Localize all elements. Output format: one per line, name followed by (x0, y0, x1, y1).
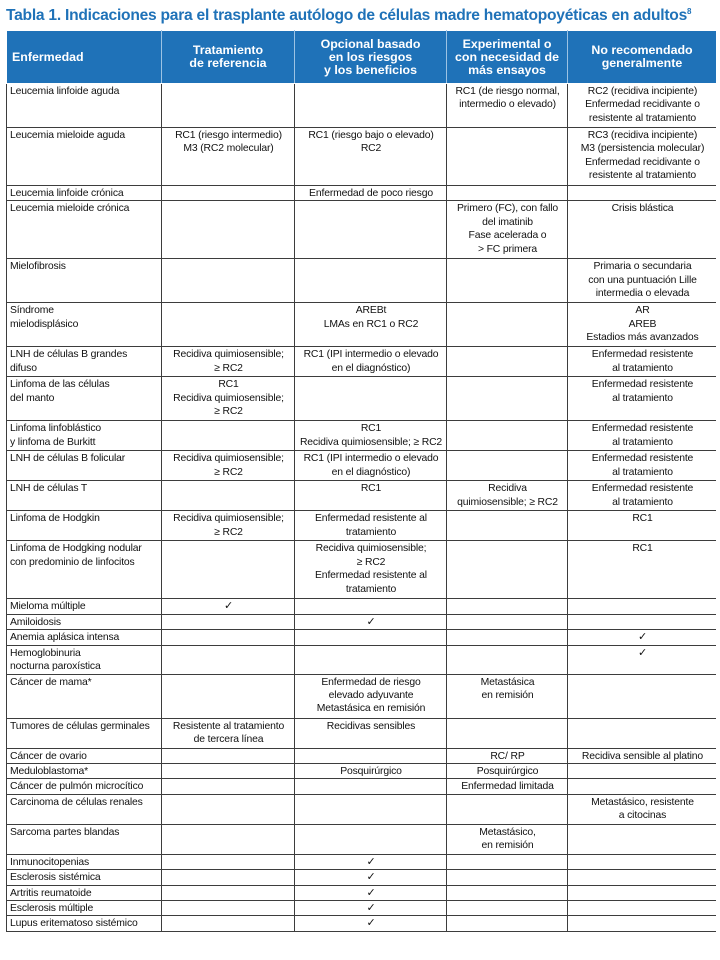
indication-cell (162, 645, 295, 674)
indication-cell (162, 614, 295, 629)
disease-cell: Leucemia linfoide crónica (7, 186, 162, 201)
checkmark-icon: ✓ (295, 901, 447, 916)
indication-cell (295, 599, 447, 614)
disease-cell: Sarcoma partes blandas (7, 824, 162, 854)
indication-cell (447, 377, 568, 421)
indication-cell: Recidiva quimiosensible; ≥ RC2 Enfermedad resistente al tratamiento (295, 541, 447, 599)
disease-cell: Inmunocitopenias (7, 854, 162, 869)
indication-cell (447, 854, 568, 869)
disease-cell: Cáncer de ovario (7, 748, 162, 763)
disease-cell: Leucemia mieloide crónica (7, 201, 162, 259)
indication-cell (447, 870, 568, 885)
table-row (7, 84, 717, 128)
disease-cell: Mieloma múltiple (7, 599, 162, 614)
table-row (7, 303, 717, 347)
indication-cell (447, 718, 568, 748)
indication-cell: Recidiva quimiosensible; ≥ RC2 (162, 511, 295, 541)
indication-cell (447, 916, 568, 931)
header-row (7, 31, 717, 84)
indication-cell (447, 901, 568, 916)
indication-cell (162, 916, 295, 931)
table-row (7, 748, 717, 763)
indication-cell: Crisis blástica (568, 201, 717, 259)
table-row (7, 511, 717, 541)
header-no-recomendado: No recomendado generalmente (568, 31, 717, 84)
checkmark-icon: ✓ (295, 885, 447, 900)
indication-cell (295, 748, 447, 763)
indication-cell: RC1 (295, 481, 447, 511)
indication-cell: RC1 Recidiva quimiosensible; ≥ RC2 (295, 421, 447, 451)
indication-cell (568, 779, 717, 794)
indication-cell (162, 870, 295, 885)
table-body (7, 84, 717, 932)
table-row (7, 599, 717, 614)
indication-cell: AREBt LMAs en RC1 o RC2 (295, 303, 447, 347)
indication-cell: RC1 (de riesgo normal, intermedio o elevado) (447, 84, 568, 128)
indication-cell (568, 885, 717, 900)
table-row (7, 186, 717, 201)
indication-cell: Recidiva sensible al platino (568, 748, 717, 763)
checkmark-icon: ✓ (295, 916, 447, 931)
checkmark-icon: ✓ (295, 854, 447, 869)
indication-cell: Recidiva quimiosensible; ≥ RC2 (162, 347, 295, 377)
table-row (7, 541, 717, 599)
indication-cell (295, 377, 447, 421)
disease-cell: Amiloidosis (7, 614, 162, 629)
indication-cell (162, 541, 295, 599)
indication-cell: RC/ RP (447, 748, 568, 763)
indication-cell (568, 718, 717, 748)
indication-cell: Primero (FC), con fallo del imatinib Fase acelerada o > FC primera (447, 201, 568, 259)
indication-cell (162, 201, 295, 259)
header-experimental: Experimental o con necesidad de más ensayos (447, 31, 568, 84)
table-row (7, 870, 717, 885)
table-row (7, 201, 717, 259)
indication-cell (162, 186, 295, 201)
indication-cell (447, 421, 568, 451)
indication-cell (447, 303, 568, 347)
disease-cell: Síndrome mielodisplásico (7, 303, 162, 347)
indication-cell: Primaria o secundaria con una puntuación Lille intermedia o elevada (568, 259, 717, 303)
indication-cell (447, 885, 568, 900)
disease-cell: Linfoma de Hodgkin (7, 511, 162, 541)
indication-cell: Enfermedad resistente al tratamiento (568, 421, 717, 451)
header-enfermedad: Enfermedad (7, 31, 162, 84)
indication-cell (568, 764, 717, 779)
indication-cell (447, 186, 568, 201)
indication-cell: AR AREB Estadios más avanzados (568, 303, 717, 347)
disease-cell: LNH de células B grandes difuso (7, 347, 162, 377)
table-row (7, 764, 717, 779)
indication-cell (295, 824, 447, 854)
indication-cell (447, 451, 568, 481)
reference-superscript: 8 (687, 6, 692, 16)
indication-cell: RC2 (recidiva incipiente) Enfermedad recidivante o resistente al tratamiento (568, 84, 717, 128)
indications-table (6, 30, 716, 932)
indication-cell: Recidiva quimiosensible; ≥ RC2 (162, 451, 295, 481)
indication-cell (568, 916, 717, 931)
table-row (7, 645, 717, 674)
indication-cell: RC1 (riesgo intermedio) M3 (RC2 molecular) (162, 128, 295, 186)
indication-cell: Enfermedad resistente al tratamiento (568, 451, 717, 481)
disease-cell: Esclerosis múltiple (7, 901, 162, 916)
checkmark-icon: ✓ (295, 870, 447, 885)
indication-cell: Resistente al tratamiento de tercera línea (162, 718, 295, 748)
indication-cell (295, 645, 447, 674)
indication-cell: Enfermedad resistente al tratamiento (295, 511, 447, 541)
table-row (7, 718, 717, 748)
checkmark-icon: ✓ (162, 599, 295, 614)
indication-cell: Recidivas sensibles (295, 718, 447, 748)
disease-cell: Linfoma linfoblástico y linfoma de Burkitt (7, 421, 162, 451)
disease-cell: Hemoglobinuria nocturna paroxística (7, 645, 162, 674)
table-row (7, 630, 717, 645)
indication-cell (162, 303, 295, 347)
indication-cell: Enfermedad resistente al tratamiento (568, 347, 717, 377)
indication-cell: RC1 (568, 541, 717, 599)
disease-cell: Esclerosis sistémica (7, 870, 162, 885)
table-row (7, 674, 717, 718)
disease-cell: Linfoma de las células del manto (7, 377, 162, 421)
indication-cell: Posquirúrgico (295, 764, 447, 779)
indication-cell (162, 630, 295, 645)
indication-cell (568, 674, 717, 718)
indication-cell (568, 599, 717, 614)
indication-cell (162, 259, 295, 303)
indication-cell: Metastásico, en remisión (447, 824, 568, 854)
table-row (7, 451, 717, 481)
disease-cell: Tumores de células germinales (7, 718, 162, 748)
indication-cell: RC1 (568, 511, 717, 541)
indication-cell (447, 259, 568, 303)
indication-cell (162, 481, 295, 511)
indication-cell (568, 824, 717, 854)
table-row (7, 614, 717, 629)
table-row (7, 916, 717, 931)
table-title (6, 7, 718, 25)
disease-cell: Cáncer de mama* (7, 674, 162, 718)
table-row (7, 901, 717, 916)
indication-cell (568, 186, 717, 201)
indication-cell (295, 779, 447, 794)
disease-cell: Cáncer de pulmón microcítico (7, 779, 162, 794)
indication-cell: RC1 (IPI intermedio o elevado en el diagnóstico) (295, 451, 447, 481)
table-row (7, 779, 717, 794)
indication-cell: Posquirúrgico (447, 764, 568, 779)
indication-cell (295, 259, 447, 303)
indication-cell (295, 794, 447, 824)
indication-cell: Enfermedad de poco riesgo (295, 186, 447, 201)
checkmark-icon: ✓ (568, 645, 717, 674)
indication-cell (568, 854, 717, 869)
indication-cell (162, 748, 295, 763)
indication-cell (295, 84, 447, 128)
disease-cell: Leucemia linfoide aguda (7, 84, 162, 128)
disease-cell: Meduloblastoma* (7, 764, 162, 779)
disease-cell: Mielofibrosis (7, 259, 162, 303)
disease-cell: Anemia aplásica intensa (7, 630, 162, 645)
indication-cell (447, 599, 568, 614)
table-row (7, 259, 717, 303)
indication-cell (162, 824, 295, 854)
table-row (7, 347, 717, 377)
indication-cell (447, 347, 568, 377)
indication-cell (447, 630, 568, 645)
indication-cell (162, 421, 295, 451)
table-row (7, 885, 717, 900)
indication-cell (162, 674, 295, 718)
table-container (6, 30, 716, 960)
disease-cell: Leucemia mieloide aguda (7, 128, 162, 186)
table-header (7, 31, 717, 84)
indication-cell: RC1 (IPI intermedio o elevado en el diagnóstico) (295, 347, 447, 377)
table-row (7, 481, 717, 511)
indication-cell: Enfermedad de riesgo elevado adyuvante Metastásica en remisión (295, 674, 447, 718)
indication-cell: Recidiva quimiosensible; ≥ RC2 (447, 481, 568, 511)
table-row (7, 794, 717, 824)
indication-cell (162, 764, 295, 779)
checkmark-icon: ✓ (568, 630, 717, 645)
indication-cell: RC1 Recidiva quimiosensible; ≥ RC2 (162, 377, 295, 421)
indication-cell: Enfermedad resistente al tratamiento (568, 377, 717, 421)
indication-cell (162, 84, 295, 128)
indication-cell (447, 128, 568, 186)
disease-cell: LNH de células T (7, 481, 162, 511)
disease-cell: Lupus eritematoso sistémico (7, 916, 162, 931)
indication-cell (162, 854, 295, 869)
indication-cell (447, 511, 568, 541)
indication-cell (162, 885, 295, 900)
indication-cell (568, 901, 717, 916)
table-row (7, 854, 717, 869)
indication-cell (447, 645, 568, 674)
indication-cell: RC3 (recidiva incipiente) M3 (persistencia molecular) Enfermedad recidivante o resistente al tratamiento (568, 128, 717, 186)
disease-cell: LNH de células B folicular (7, 451, 162, 481)
indication-cell: RC1 (riesgo bajo o elevado) RC2 (295, 128, 447, 186)
indication-cell (447, 794, 568, 824)
indication-cell (447, 614, 568, 629)
indication-cell (295, 630, 447, 645)
table-title-text: Tabla 1. Indicaciones para el trasplante autólogo de células madre hematopoyéticas en adultos (6, 7, 687, 24)
indication-cell (162, 794, 295, 824)
table-row (7, 377, 717, 421)
indication-cell (568, 870, 717, 885)
indication-cell (568, 614, 717, 629)
header-tratamiento-referencia: Tratamiento de referencia (162, 31, 295, 84)
indication-cell: Enfermedad resistente al tratamiento (568, 481, 717, 511)
checkmark-icon: ✓ (295, 614, 447, 629)
indication-cell (162, 901, 295, 916)
disease-cell: Artritis reumatoide (7, 885, 162, 900)
table-row (7, 824, 717, 854)
indication-cell: Enfermedad limitada (447, 779, 568, 794)
indication-cell (162, 779, 295, 794)
table-row (7, 421, 717, 451)
disease-cell: Carcinoma de células renales (7, 794, 162, 824)
indication-cell: Metastásica en remisión (447, 674, 568, 718)
header-opcional: Opcional basado en los riesgos y los beneficios (295, 31, 447, 84)
indication-cell (447, 541, 568, 599)
indication-cell: Metastásico, resistente a citocinas (568, 794, 717, 824)
disease-cell: Linfoma de Hodgking nodular con predominio de linfocitos (7, 541, 162, 599)
indication-cell (295, 201, 447, 259)
table-row (7, 128, 717, 186)
